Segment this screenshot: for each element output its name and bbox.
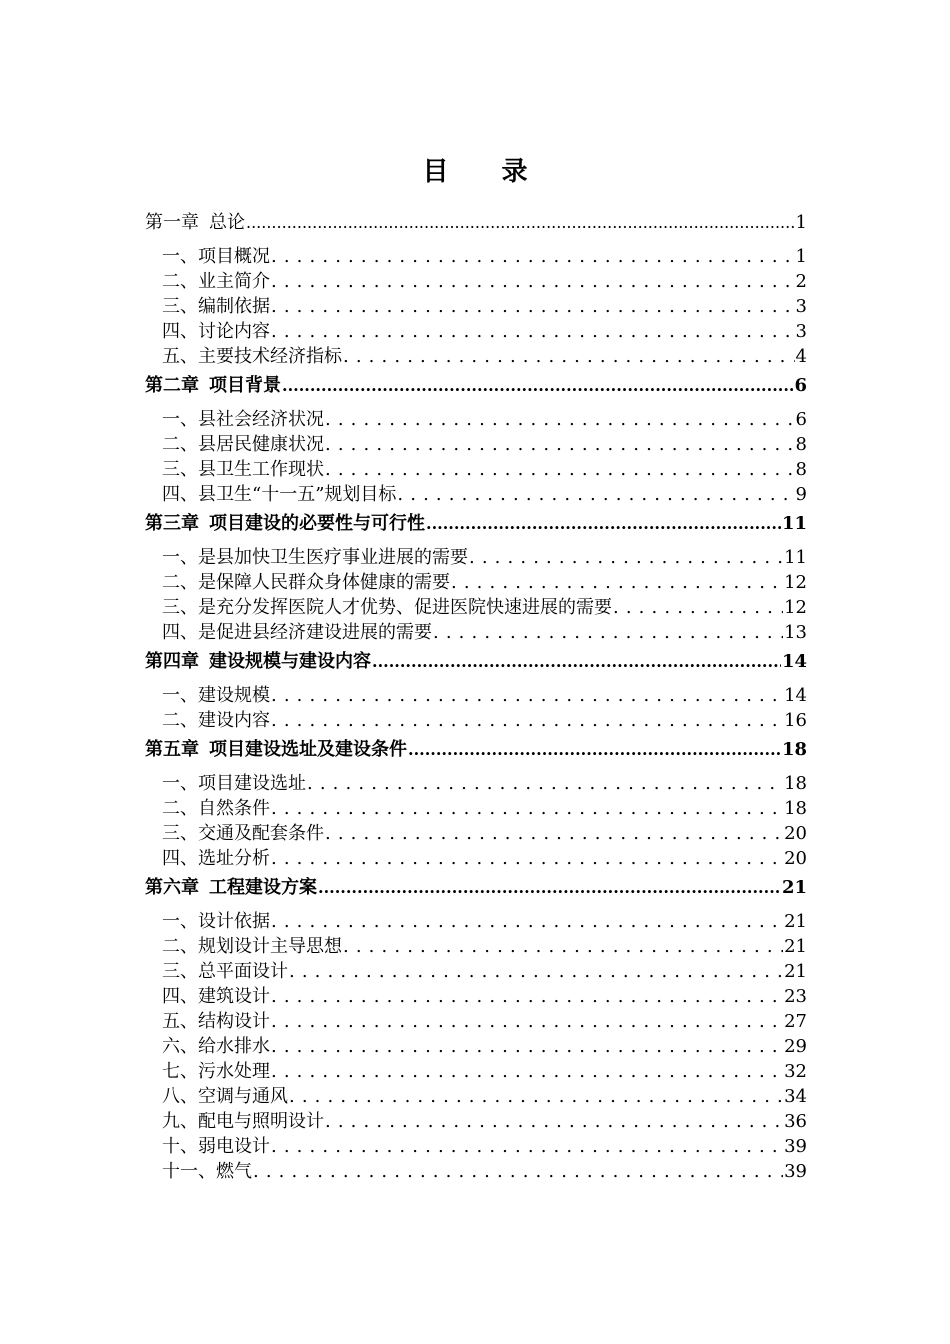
toc-chapter-label xyxy=(145,733,407,767)
toc-page-number: 11 xyxy=(784,547,807,568)
toc-dot-leader xyxy=(282,369,793,403)
toc-chapter-title: 项目建设选址及建设条件 xyxy=(209,739,407,760)
toc-section-label: 一、是县加快卫生医疗事业进展的需要 xyxy=(162,547,468,568)
toc-page-number: 6 xyxy=(794,375,807,396)
toc-dot-leader xyxy=(289,959,783,984)
toc-section-entry[interactable] xyxy=(145,432,807,457)
toc-page-number: 21 xyxy=(784,961,807,982)
toc-dot-leader xyxy=(271,319,795,344)
toc-page-number: 16 xyxy=(784,710,807,731)
toc-section-entry[interactable] xyxy=(145,846,807,871)
toc-section-entry[interactable] xyxy=(145,708,807,733)
toc-section-entry[interactable] xyxy=(145,683,807,708)
toc-section-label: 八、空调与通风 xyxy=(162,1086,288,1107)
toc-section-entry[interactable] xyxy=(145,244,807,269)
toc-chapter-entry[interactable] xyxy=(145,733,807,767)
toc-section-label: 四、是促进县经济建设进展的需要 xyxy=(162,622,432,643)
toc-chapter-number: 第四章 xyxy=(145,651,199,672)
toc-section-label: 一、建设规模 xyxy=(162,685,270,706)
toc-page-number: 34 xyxy=(784,1086,807,1107)
toc-list xyxy=(145,206,807,1184)
toc-section-label: 三、交通及配套条件 xyxy=(162,823,324,844)
toc-chapter-title: 总论 xyxy=(209,212,245,233)
toc-section-label: 一、县社会经济状况 xyxy=(162,409,324,430)
toc-section-label: 三、是充分发挥医院人才优势、促进医院快速进展的需要 xyxy=(162,597,612,618)
toc-section-entry[interactable] xyxy=(145,1034,807,1059)
toc-dot-leader xyxy=(271,683,783,708)
toc-page-number: 18 xyxy=(784,798,807,819)
toc-page-number: 1 xyxy=(795,212,807,233)
toc-section-entry[interactable] xyxy=(145,934,807,959)
toc-chapter-label xyxy=(145,645,371,679)
toc-chapter-label xyxy=(145,507,425,541)
toc-dot-leader xyxy=(325,821,783,846)
toc-dot-leader xyxy=(271,1034,783,1059)
toc-section-label: 五、结构设计 xyxy=(162,1011,270,1032)
toc-dot-leader xyxy=(613,595,783,620)
toc-section-label: 十一、燃气 xyxy=(162,1161,252,1182)
toc-chapter-number: 第二章 xyxy=(145,375,199,396)
toc-section-label: 二、县居民健康状况 xyxy=(162,434,324,455)
toc-section-label: 三、县卫生工作现状 xyxy=(162,459,324,480)
toc-page-number: 21 xyxy=(781,877,807,898)
toc-dot-leader xyxy=(271,1009,783,1034)
toc-page-number: 12 xyxy=(784,572,807,593)
toc-dot-leader xyxy=(253,1159,783,1184)
toc-section-label: 二、自然条件 xyxy=(162,798,270,819)
toc-dot-leader xyxy=(343,934,783,959)
toc-chapter-number: 第六章 xyxy=(145,877,199,898)
toc-dot-leader xyxy=(433,620,783,645)
toc-page-number: 23 xyxy=(784,986,807,1007)
toc-page-number: 21 xyxy=(784,911,807,932)
toc-section-entry[interactable] xyxy=(145,344,807,369)
toc-section-entry[interactable] xyxy=(145,909,807,934)
toc-section-label: 一、项目概况 xyxy=(162,246,270,267)
toc-section-entry[interactable] xyxy=(145,796,807,821)
toc-section-entry[interactable] xyxy=(145,620,807,645)
toc-section-entry[interactable] xyxy=(145,984,807,1009)
toc-page-number: 32 xyxy=(784,1061,807,1082)
toc-section-entry[interactable] xyxy=(145,1084,807,1109)
toc-section-label: 四、讨论内容 xyxy=(162,321,270,342)
toc-dot-leader xyxy=(408,733,781,767)
toc-chapter-title: 项目建设的必要性与可行性 xyxy=(209,513,425,534)
toc-section-entry[interactable] xyxy=(145,269,807,294)
toc-chapter-label xyxy=(145,206,245,240)
toc-section-entry[interactable] xyxy=(145,457,807,482)
toc-dot-leader xyxy=(325,407,795,432)
toc-section-entry[interactable] xyxy=(145,1109,807,1134)
toc-dot-leader xyxy=(246,206,795,240)
toc-dot-leader xyxy=(343,344,795,369)
toc-section-label: 七、污水处理 xyxy=(162,1061,270,1082)
toc-dot-leader xyxy=(372,645,781,679)
toc-dot-leader xyxy=(271,909,783,934)
toc-dot-leader xyxy=(271,294,795,319)
toc-dot-leader xyxy=(469,545,783,570)
toc-dot-leader xyxy=(271,1059,783,1084)
toc-section-entry[interactable] xyxy=(145,821,807,846)
toc-page-number: 21 xyxy=(784,936,807,957)
toc-page-number: 18 xyxy=(781,739,807,760)
toc-chapter-entry[interactable] xyxy=(145,206,807,240)
toc-chapter-title: 项目背景 xyxy=(209,375,281,396)
toc-dot-leader xyxy=(271,984,783,1009)
toc-chapter-number: 第三章 xyxy=(145,513,199,534)
toc-page-number: 39 xyxy=(784,1161,807,1182)
toc-page-number: 20 xyxy=(784,823,807,844)
toc-dot-leader xyxy=(271,269,795,294)
toc-dot-leader xyxy=(307,771,783,796)
toc-chapter-number: 第五章 xyxy=(145,739,199,760)
toc-dot-leader xyxy=(325,457,795,482)
toc-section-entry[interactable] xyxy=(145,771,807,796)
toc-page-number: 4 xyxy=(795,346,807,367)
toc-section-label: 二、业主简介 xyxy=(162,271,270,292)
toc-page-number: 2 xyxy=(795,271,807,292)
toc-dot-leader xyxy=(271,244,795,269)
toc-page-number: 14 xyxy=(784,685,807,706)
toc-section-label: 二、是保障人民群众身体健康的需要 xyxy=(162,572,450,593)
toc-section-label: 一、项目建设选址 xyxy=(162,773,306,794)
toc-section-label: 九、配电与照明设计 xyxy=(162,1111,324,1132)
toc-page-number: 8 xyxy=(795,434,807,455)
toc-section-label: 二、建设内容 xyxy=(162,710,270,731)
toc-page-number: 8 xyxy=(795,459,807,480)
toc-section-label: 四、选址分析 xyxy=(162,848,270,869)
toc-page-number: 29 xyxy=(784,1036,807,1057)
toc-dot-leader xyxy=(451,570,783,595)
toc-dot-leader xyxy=(397,482,794,507)
toc-chapter-number: 第一章 xyxy=(145,212,199,233)
toc-section-entry[interactable] xyxy=(145,319,807,344)
toc-section-entry[interactable] xyxy=(145,482,807,507)
toc-chapter-label xyxy=(145,369,281,403)
toc-section-label: 一、设计依据 xyxy=(162,911,270,932)
toc-section-entry[interactable] xyxy=(145,959,807,984)
toc-page-number: 13 xyxy=(784,622,807,643)
toc-section-label: 三、编制依据 xyxy=(162,296,270,317)
toc-page-number: 14 xyxy=(781,651,807,672)
toc-section-entry[interactable] xyxy=(145,545,807,570)
toc-section-entry[interactable] xyxy=(145,294,807,319)
toc-chapter-entry[interactable] xyxy=(145,645,807,679)
toc-section-entry[interactable] xyxy=(145,595,807,620)
toc-page-number: 11 xyxy=(781,513,807,534)
toc-dot-leader xyxy=(271,796,783,821)
toc-page-number: 36 xyxy=(784,1111,807,1132)
toc-page-number: 12 xyxy=(784,597,807,618)
toc-section-entry[interactable] xyxy=(145,1009,807,1034)
toc-dot-leader xyxy=(325,432,795,457)
toc-section-entry[interactable] xyxy=(145,1134,807,1159)
toc-page-number: 27 xyxy=(784,1011,807,1032)
toc-section-label: 四、县卫生“十一五”规划目标 xyxy=(162,484,397,505)
toc-section-label: 三、总平面设计 xyxy=(162,961,288,982)
toc-page-number: 3 xyxy=(795,296,807,317)
toc-page-number: 3 xyxy=(795,321,807,342)
toc-page-number: 6 xyxy=(795,409,807,430)
toc-page-number: 9 xyxy=(795,484,807,505)
toc-dot-leader xyxy=(318,871,781,905)
toc-chapter-entry[interactable] xyxy=(145,871,807,905)
toc-section-label: 二、规划设计主导思想 xyxy=(162,936,342,957)
toc-page-number: 18 xyxy=(784,773,807,794)
toc-chapter-entry[interactable] xyxy=(145,369,807,403)
toc-chapter-label xyxy=(145,871,317,905)
toc-section-entry[interactable] xyxy=(145,570,807,595)
toc-page-number: 1 xyxy=(795,246,807,267)
toc-section-entry[interactable] xyxy=(145,1059,807,1084)
toc-chapter-title: 建设规模与建设内容 xyxy=(209,651,371,672)
toc-section-entry[interactable] xyxy=(145,407,807,432)
toc-page-number: 20 xyxy=(784,848,807,869)
toc-dot-leader xyxy=(325,1109,783,1134)
toc-section-label: 十、弱电设计 xyxy=(162,1136,270,1157)
toc-dot-leader xyxy=(289,1084,783,1109)
toc-chapter-title: 工程建设方案 xyxy=(209,877,317,898)
toc-dot-leader xyxy=(426,507,781,541)
toc-dot-leader xyxy=(271,846,783,871)
toc-dot-leader xyxy=(271,1134,783,1159)
toc-section-entry[interactable] xyxy=(145,1159,807,1184)
page-title: 目 录 xyxy=(422,157,550,187)
toc-chapter-entry[interactable] xyxy=(145,507,807,541)
toc-section-label: 五、主要技术经济指标 xyxy=(162,346,342,367)
toc-page-number: 39 xyxy=(784,1136,807,1157)
toc-dot-leader xyxy=(271,708,783,733)
toc-section-label: 六、给水排水 xyxy=(162,1036,270,1057)
toc-section-label: 四、建筑设计 xyxy=(162,986,270,1007)
